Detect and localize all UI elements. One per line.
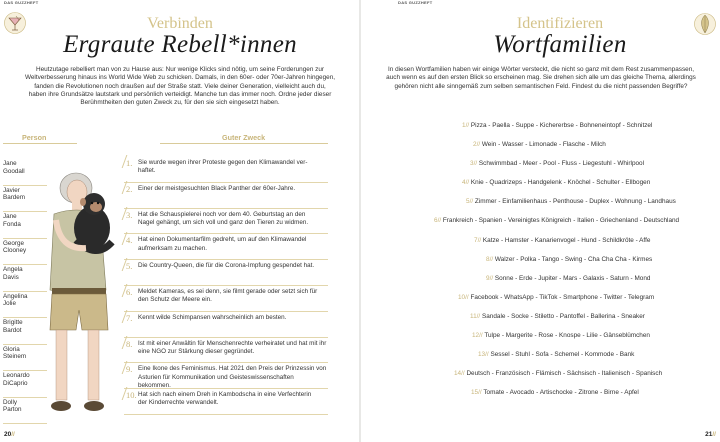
intro-line: Weltverbesserung hinaus ins World Wide Web zu schicken. Damals, in den 60er- oder 70er-Jahren hingegen, — [24, 74, 336, 82]
family-slash: // — [469, 198, 475, 206]
family-words: Sonne - Erde - Jupiter - Mars - Galaxis - Saturn - Mond — [494, 274, 651, 282]
word-family-row[interactable] — [362, 178, 720, 197]
family-slash: // — [489, 255, 495, 263]
family-slash: // — [479, 332, 485, 340]
word-family-row[interactable] — [362, 369, 720, 388]
family-words: Tomate - Avocado - Artischocke - Zitrone - Birne - Apfel — [483, 389, 639, 397]
purpose-item[interactable]: 5. Die Country-Queen, die für die Corona-Impfung gespendet hat. — [124, 260, 328, 286]
family-number: 15 — [471, 389, 479, 397]
family-number: 9 — [486, 274, 490, 282]
left-intro — [4, 66, 356, 107]
word-family-row[interactable] — [362, 293, 720, 312]
family-slash: // — [489, 274, 495, 282]
purpose-item[interactable]: 3. Hat die Schauspielerei noch vor dem 40. Geburtstag an den Nagel gehängt, um sich voll und ganz den Tieren zu widmen. — [124, 209, 328, 235]
person-item[interactable]: Dolly Parton — [3, 398, 47, 425]
left-page-number: 20// — [4, 431, 15, 438]
purpose-list — [124, 157, 328, 415]
person-item[interactable]: Jane Goodall — [3, 159, 47, 186]
family-number: 7 — [474, 236, 478, 244]
intro-line: gehören nicht alle sinngemäß zum selben semantischen Feld. Findest du die nicht passenden Begriffe? — [394, 82, 688, 90]
family-slash: // — [465, 179, 471, 187]
clue-number: 8. — [126, 338, 133, 349]
family-slash: // — [477, 236, 483, 244]
person-item[interactable]: Gloria Steinem — [3, 345, 47, 372]
family-number: 3 — [470, 160, 474, 168]
family-words: Facebook - WhatsApp - TikTok - Smartphone - Twitter - Telegram — [470, 293, 655, 301]
word-family-row[interactable] — [362, 255, 720, 274]
person-item[interactable]: Jane Fonda — [3, 212, 47, 239]
family-words: Wein - Wasser - Limonade - Flasche - Milch — [481, 141, 606, 149]
person-item[interactable]: Angela Davis — [3, 265, 47, 292]
family-slash: // — [473, 160, 479, 168]
family-slash: // — [476, 141, 482, 149]
family-words: Walzer - Polka - Tango - Swing - Cha Cha Cha - Kirmes — [494, 255, 653, 263]
intro-line: fanden die Revolutionen noch draußen auf der Straße statt. Viele deiner Generation, vielleicht auch du, — [34, 82, 326, 90]
clue-number: 3. — [126, 209, 133, 220]
family-words: Schwimmbad - Meer - Pool - Fluss - Liegestuhl - Whirlpool — [478, 160, 645, 168]
purpose-item[interactable]: 4. Hat einen Dokumentarfilm gedreht, um auf den Klimawandel aufmerksam zu machen. — [124, 234, 328, 260]
family-words: Sessel - Stuhl - Sofa - Schemel - Kommode - Bank — [490, 351, 635, 359]
family-slash: // — [485, 351, 491, 359]
clue-number: 9. — [126, 364, 133, 375]
word-family-row[interactable] — [362, 350, 720, 369]
family-words: Pizza - Paella - Suppe - Kichererbse - Bohneneintopf - Schnitzel — [470, 122, 653, 129]
jane-goodall-chimpanzee-illustration — [36, 170, 126, 432]
page-gutter — [359, 0, 361, 442]
purpose-item[interactable]: 8. Ist mit einer Anwältin für Menschenrechte verheiratet und hat mit ihr eine NGO zur Stärkung dieser gegründet. — [124, 338, 328, 364]
column-rule — [160, 143, 328, 144]
intro-line: auch wenn es auf den ersten Blick so erscheinen mag. Sie drehen sich alle um das gleiche Thema, allerdings — [386, 74, 696, 82]
left-page-header: DAS GUZZHEFT — [4, 0, 39, 5]
family-number: 4 — [462, 179, 466, 187]
purpose-item[interactable]: 1. Sie wurde wegen ihrer Proteste gegen den Klimawandel ver- haftet. — [124, 157, 328, 183]
purpose-item[interactable]: 6. Meldet Kameras, es sei denn, sie filmt gerade oder setzt sich für den Schutz der Meere ein. — [124, 286, 328, 312]
word-family-row[interactable] — [362, 236, 720, 255]
person-item[interactable]: Brigitte Bardot — [3, 318, 47, 345]
word-family-row[interactable] — [362, 312, 720, 331]
word-family-list — [362, 121, 720, 407]
family-slash: // — [465, 293, 471, 301]
person-item[interactable]: Angelina Jolie — [3, 292, 47, 319]
family-words: Frankreich - Spanien - Vereinigtes Königreich - Italien - Griechenland - Deutschland — [442, 217, 680, 225]
word-family-row[interactable] — [362, 140, 720, 159]
family-number: 1 — [462, 122, 466, 129]
family-number: 12 — [472, 332, 480, 340]
family-number: 6 — [434, 217, 438, 225]
column-header-person: Person — [22, 133, 47, 142]
family-words: Knie - Quadrizeps - Handgelenk - Knöchel - Schulter - Ellbogen — [470, 179, 651, 187]
family-number: 2 — [473, 141, 477, 149]
family-words: Sandale - Socke - Stiletto - Pantoffel - Ballerina - Sneaker — [481, 312, 645, 320]
clue-number: 10. — [126, 390, 137, 401]
intro-line: Heutzutage rebelliert man von zu Hause aus: Nur wenige Klicks sind nötig, um seine Forderungen zur — [35, 66, 325, 73]
family-words: Tulpe - Margerite - Rose - Knospe - Lilie - Gänseblümchen — [484, 332, 650, 340]
column-rule — [3, 143, 77, 144]
family-number: 8 — [486, 255, 490, 263]
intro-line: haben ihre Grundsätze lautstark und persönlich verteidigt. Manche tun das immer noch. Ordne jeder dieser — [28, 90, 332, 98]
purpose-item[interactable]: 2. Einer der meistgesuchten Black Panther der 60er-Jahre. — [124, 183, 328, 209]
family-slash: // — [465, 122, 471, 129]
word-family-row[interactable] — [362, 388, 720, 407]
word-family-row[interactable] — [362, 197, 720, 216]
left-kicker: Verbinden — [147, 15, 213, 32]
family-slash: // — [461, 370, 467, 378]
word-family-row[interactable] — [362, 216, 720, 235]
clue-number: 1. — [126, 158, 133, 168]
family-number: 13 — [478, 351, 486, 359]
purpose-item[interactable]: 7. Kennt wilde Schimpansen wahrscheinlich am besten. — [124, 312, 328, 338]
intro-line: In diesen Wortfamilien haben wir einige Wörter versteckt, die nicht so ganz mit dem Rest zusammenpassen, — [387, 66, 695, 73]
right-headline: Wortfamilien — [493, 31, 627, 58]
family-slash: // — [476, 312, 482, 320]
left-headline: Ergraute Rebell*innen — [63, 31, 297, 58]
person-item[interactable]: Javier Bardem — [3, 186, 47, 213]
purpose-item[interactable]: 9. Eine Ikone des Feminismus. Hat 2021 den Preis der Prinzessin von Asturien für Kommunikation und Geisteswissenschaften bekommen. — [124, 363, 328, 389]
column-header-purpose: Guter Zweck — [222, 133, 266, 142]
family-number: 10 — [458, 293, 466, 301]
clue-number: 4. — [126, 235, 133, 246]
person-item[interactable]: George Clooney — [3, 239, 47, 266]
family-words: Deutsch - Französisch - Flämisch - Sächsisch - Italienisch - Spanisch — [466, 370, 663, 378]
family-number: 5 — [466, 198, 470, 206]
family-words: Zimmer - Einfamilienhaus - Penthouse - Duplex - Wohnung - Landhaus — [474, 198, 676, 206]
word-family-row[interactable] — [362, 121, 720, 140]
word-family-row[interactable] — [362, 159, 720, 178]
clue-number: 2. — [126, 183, 133, 194]
family-number: 11 — [470, 312, 477, 320]
family-slash: // — [478, 389, 484, 397]
family-words: Katze - Hamster - Kanarienvogel - Hund - Schildkröte - Affe — [482, 236, 651, 244]
word-family-row[interactable] — [362, 274, 720, 293]
person-item[interactable]: Leonardo DiCaprio — [3, 371, 47, 398]
intro-line: Berühmtheiten den guten Zweck zu, für den sie sich eingesetzt haben. — [80, 99, 280, 107]
purpose-item[interactable]: 10. Hat sich nach einem Dreh in Kambodscha in eine Verfechterin der Kinderrechte verwandelt. — [124, 389, 328, 415]
family-slash: // — [437, 217, 443, 225]
right-intro — [364, 66, 718, 91]
right-kicker: Identifizieren — [516, 15, 604, 32]
right-page-number: 21// — [705, 431, 716, 438]
right-page-header: DAS GUZZHEFT — [398, 0, 433, 5]
clue-number: 6. — [126, 286, 133, 297]
clue-number: 7. — [126, 312, 133, 323]
word-family-row[interactable] — [362, 331, 720, 350]
clue-number: 5. — [126, 261, 133, 272]
family-number: 14 — [454, 370, 462, 378]
